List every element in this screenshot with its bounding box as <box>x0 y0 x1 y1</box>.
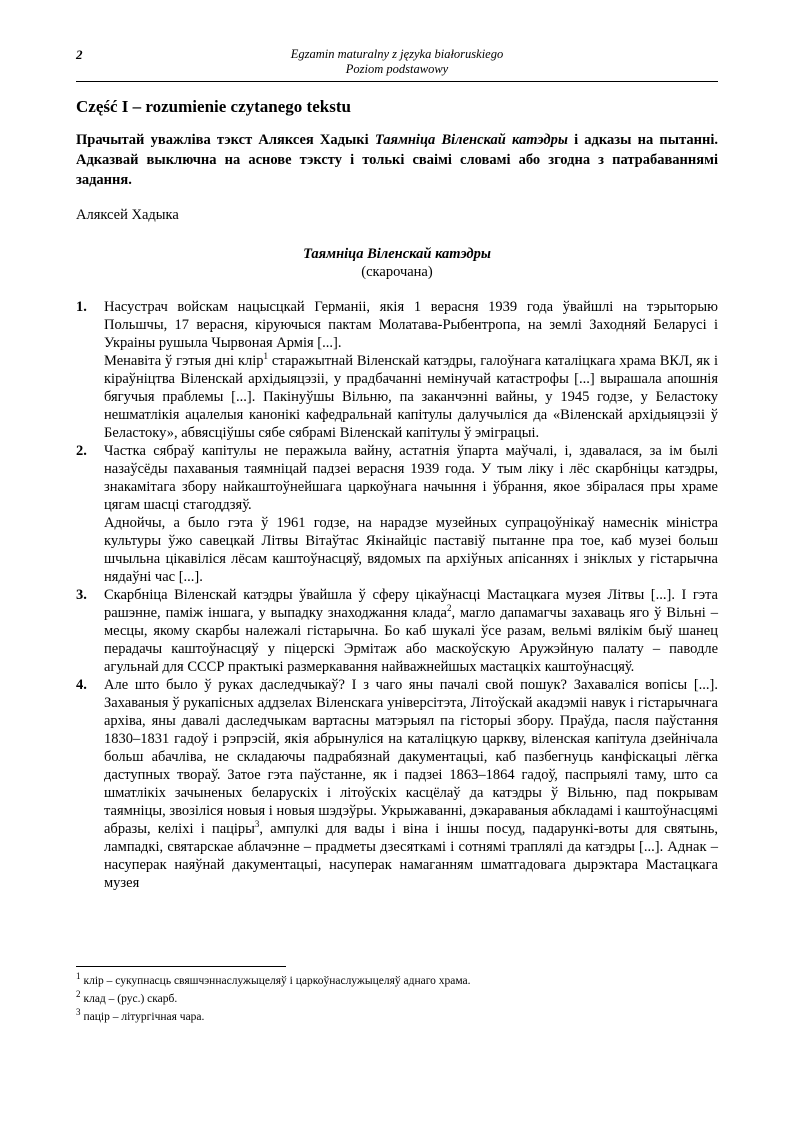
text-run: Менавіта ў гэтыя дні клір <box>104 353 264 369</box>
text-body <box>76 298 718 892</box>
footnote-text: клад – (рус.) скарб. <box>83 993 178 1005</box>
header-level: Poziom podstawowy <box>345 62 449 76</box>
text-run: Скарбніца Віленскай катэдры ўвайшла ў сферу цікаўнасці Мастацкага музея Літвы [...]. І гэта рашэнне, паміж іншага, у выпадку знаходжання клада <box>104 587 718 621</box>
page-number: 2 <box>76 47 83 62</box>
author-name: Аляксей Хадыка <box>76 207 179 223</box>
paragraph-number: 4. <box>76 677 87 693</box>
paragraph-text <box>104 586 718 676</box>
footnote-number: 1 <box>76 971 81 982</box>
text-run: , ампулкі для вады і віна і іншы посуд, падарункі-воты для святынь, лампадкі, святарскае аблачэнне – прадметы дзесяткамі і сотнямі траплялі да катэдры [...]. Аднак – насуперак наяўнай дакументацыі, насуперак намаганням шматгадовага дырэктара Мастацкага музея <box>104 821 718 891</box>
footnote-divider <box>76 966 286 967</box>
paragraph-text: Насустрач войскам нацысцкай Германіі, якія 1 верасня 1939 года ўвайшлі на тэрыторыю Польшчы, 17 верасня, кіруючыся пактам Молатава-Рыбентропа, на землі Заходняй Беларусі і Украіны рушыла Чырвоная Армія [...]. <box>104 299 718 351</box>
section-title: Część I – rozumienie czytanego tekstu <box>76 97 351 116</box>
footnote-ref: 2 <box>446 603 452 614</box>
instructions <box>76 130 718 190</box>
footnote-number: 2 <box>76 989 81 1000</box>
paragraph-text: Частка сябраў капітулы не перажыла вайну, астатнія ўпарта маўчалі, і, здавалася, за ім былі назаўсёды пахаваныя таямніцай падзеі верасня 1939 года. У тым ліку і лёс скарбніцы катэдры, знакамітага збору найкаштоўнейшага царкоўнага начыння і ўбрання, якое збіралася пры храме цягам шасці стагоддзяў. <box>104 443 718 513</box>
page-header <box>0 47 794 77</box>
text-title: Таямніца Віленскай катэдры <box>303 246 491 262</box>
footnote-2 <box>76 990 471 1008</box>
footnote-number: 3 <box>76 1007 81 1018</box>
paragraph-2 <box>76 442 718 586</box>
paragraph-1 <box>76 298 718 442</box>
header-divider <box>76 81 718 82</box>
footnote-1 <box>76 972 471 990</box>
paragraph-3 <box>76 586 718 676</box>
header-exam-title: Egzamin maturalny z języka białoruskiego <box>290 47 504 61</box>
paragraph-4 <box>76 676 718 892</box>
footnote-text: клір – сукупнасць свяшчэннаслужыцеляў і царкоўнаслужыцеляў аднаго храма. <box>83 975 471 987</box>
paragraph-number: 2. <box>76 443 87 459</box>
footnote-text: паціp – літургічная чара. <box>83 1011 205 1023</box>
footnote-ref: 3 <box>254 819 260 830</box>
instructions-text-start: Прачытай уважліва тэкст Аляксея Хадыкі <box>76 132 375 148</box>
paragraph-text <box>104 352 718 442</box>
paragraph-text: Аднойчы, а было гэта ў 1961 годзе, на нарадзе музейных супрацоўнікаў намеснік міністра культуры ўжо савецкай Літвы Вітаўтас Якінайціс паставіў пытанне пра тое, каб музеі больш шчыльна цікавіліся лёсам каштоўнасцяў, вядомых па архіўных апісаннях і зніклых у гістарычна нядаўні час [...]. <box>104 515 718 585</box>
paragraph-number: 3. <box>76 587 87 603</box>
footnote-3 <box>76 1008 471 1026</box>
instructions-text-title: Таямніца Віленскай катэдры <box>374 132 568 148</box>
text-subtitle: (скарочана) <box>361 264 433 280</box>
text-run: Але што было ў руках даследчыкаў? І з чаго яны пачалі свой пошук? Захаваліся вопісы [...]. Захаваныя ў рукапісных аддзелах Віленскага універсітэта, Літоўскай акадэміі навук і гістарычнага архіва, яны давалі даследчыкам вартасны матэрыял па гісторыі збору. Праўда, пасля паўстання 1830–1831 гадоў і рэпрэсій, якія абрынуліся на каталіцкую царкву, віленская капітула дзейнічала больш абачліва, не складаючы падрабязнай дакументацыі, каб пазбегнуць канфіскацыі лёгка даступных твораў. Затое гэта паўстанне, як і падзеі 1863–1864 гадоў, паспрыялі таму, што са шматлікіх зачыненых беларускіх і літоўскіх касцёлаў да катэдры ў Вільню, пад покрывам таямніцы, звозіліся новыя і новыя шэдэўры. Укрыжаванні, дэкараваныя абкладамі і каштоўнасцямі абразы, келіхі і паціры <box>104 677 718 837</box>
text-run: , магло дапамагчы захаваць яго ў Вільні – месцы, якому скарбы належалі гістарычна. Бо каб шукалі ўсе разам, вельмі вялікім быў шанец перадачы каштоўнасцяў у піцерскі Эрмітаж або маскоўскую Аружэйную палату – паводле агульнай для СССР практыкі размеркавання найважнейшых мастацкіх каштоўнасцяў. <box>104 605 718 675</box>
paragraph-number: 1. <box>76 299 87 315</box>
instructions-text-end: і адказы на пытанні. Адказвай выключна на аснове тэксту і толькі сваімі словамі або згодна з патрабаваннямі задання. <box>76 132 718 188</box>
text-run: старажытнай Віленскай катэдры, галоўнага каталіцкага храма ВКЛ, як і кіраўніцтва Віленскай архідыяцэзіі, у прадбачанні немінучай катастрофы [...] вырашала апошнія бягучыя праблемы [...]. Пакінуўшы Вільню, па заканчэнні вайны, у 1945 годзе, у Беластоку нешматлікія ацалелыя канонікі кафедральнай капітулы далучыліся да «Віленскай архідыяцэзіі ў Беластоку», абвясціўшы сябе сябрамі Віленскай капітулы ў эміграцыі. <box>104 353 718 441</box>
footnotes <box>76 972 471 1026</box>
footnote-ref: 1 <box>263 351 269 362</box>
paragraph-text <box>104 676 718 892</box>
